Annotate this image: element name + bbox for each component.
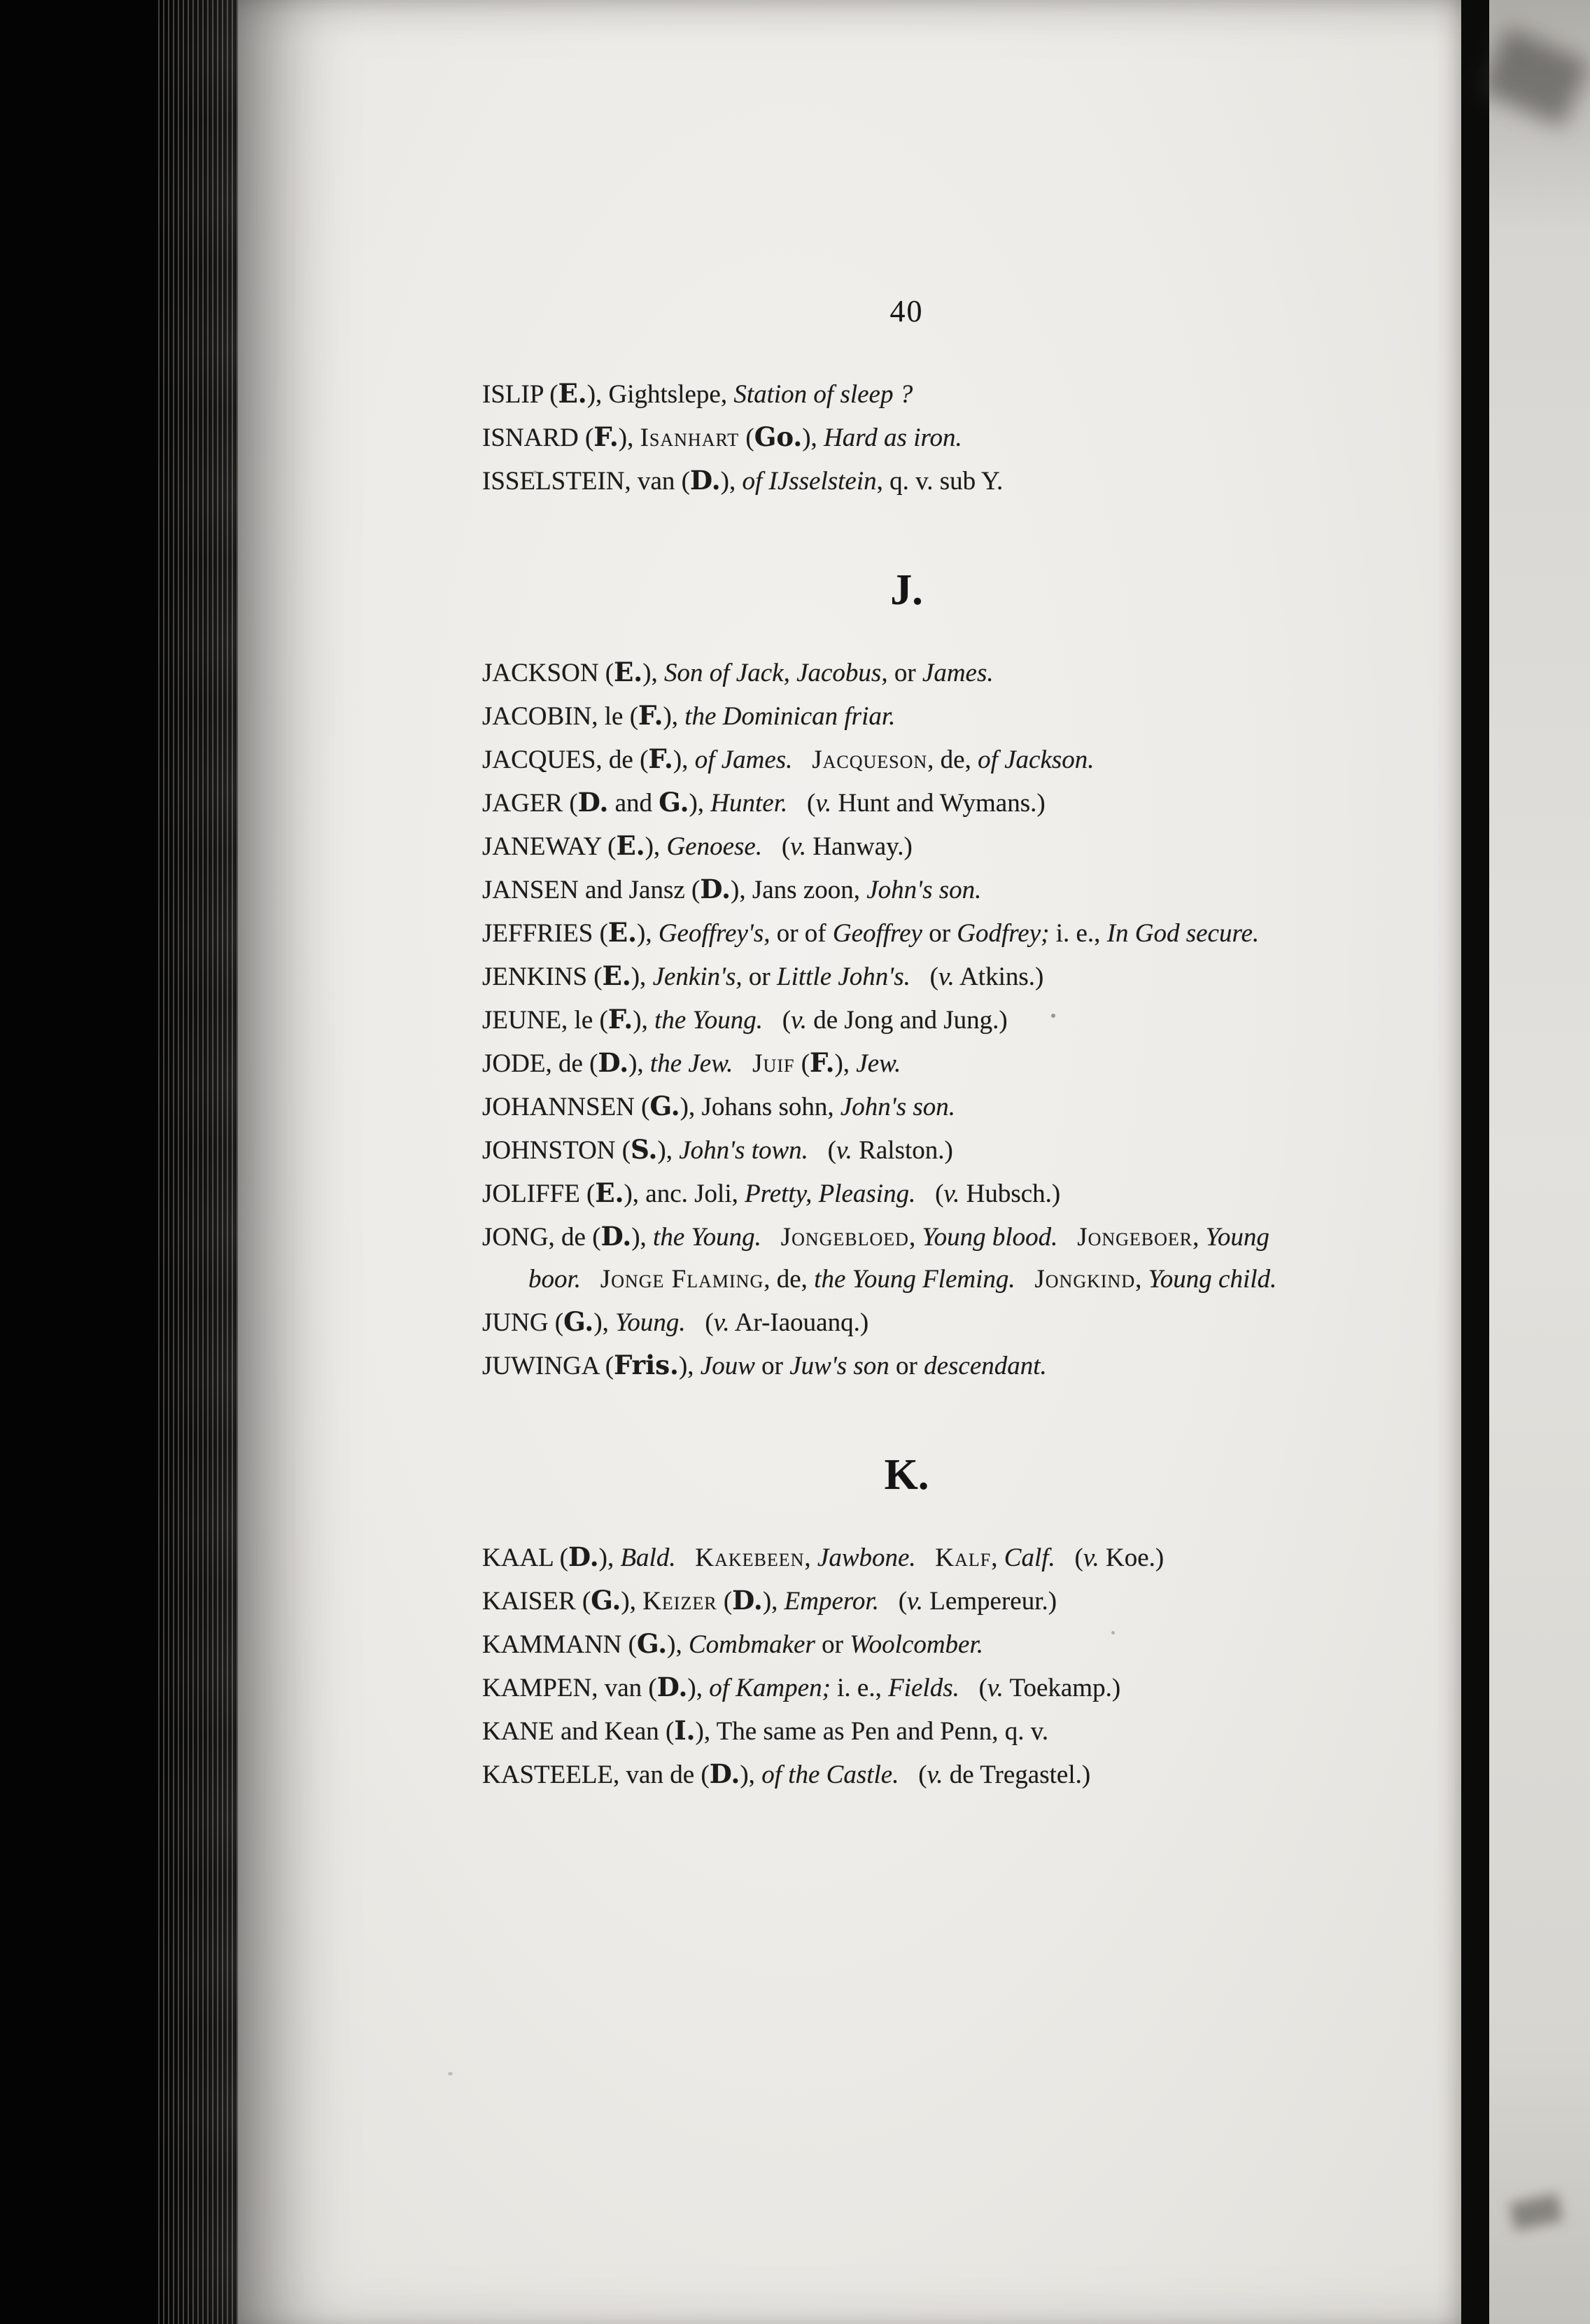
entry-segment: Fields. (888, 1674, 959, 1702)
entry-segment: KAMPEN, van ( (482, 1674, 657, 1702)
entry-segment: Ar-Iaouanq.) (729, 1308, 869, 1337)
dust-speck (1051, 1014, 1055, 1018)
entry-segment: JUWINGA ( (482, 1352, 614, 1380)
adjacent-page-edge (1489, 0, 1590, 2324)
entry-segment: Toekamp.) (1003, 1674, 1121, 1702)
entry-segment: Hard as iron. (824, 424, 962, 452)
entry-segment: Calf. (1004, 1544, 1055, 1572)
surname-entry (482, 955, 1331, 998)
entry-segment: v. (907, 1587, 923, 1616)
entry-segment: ( (787, 789, 816, 818)
entry-segment: Jongeboer (1077, 1223, 1193, 1252)
entry-segment: ( (1055, 1544, 1083, 1572)
entry-segment (1015, 1265, 1035, 1294)
entry-segment: Jongkind (1034, 1265, 1136, 1294)
entry-segment: F. (810, 1047, 835, 1078)
entry-segment: the Dominican friar. (684, 702, 896, 731)
entry-segment: ), (663, 702, 685, 731)
entry-segment: Son of Jack, Jacobus, (664, 659, 888, 687)
entry-segment: ( (762, 1006, 792, 1035)
entry-segment: Young child. (1148, 1265, 1277, 1294)
entry-segment: F. (638, 700, 663, 731)
entry-segment: Hunt and Wymans.) (831, 789, 1046, 818)
page-content (482, 294, 1331, 1796)
entry-segment: G. (563, 1306, 594, 1337)
surname-entry (482, 738, 1331, 781)
surname-entry (482, 911, 1331, 955)
entry-segment: ), (642, 659, 665, 687)
entry-segment: Ralston.) (852, 1136, 953, 1165)
entry-segment (761, 1223, 781, 1252)
entry-segment: Emperor. (784, 1587, 879, 1616)
entry-segment: , (991, 1544, 1004, 1572)
entry-segment: ( (808, 1136, 836, 1165)
entry-segment: i. e., (1049, 919, 1107, 948)
entry-segment: the Young. (653, 1223, 761, 1252)
entry-segment: the Young. (654, 1006, 763, 1035)
entry-segment: In God secure. (1106, 919, 1260, 948)
entry-segment: ), (667, 1630, 689, 1659)
entry-segment: of Kampen; (709, 1674, 831, 1702)
entry-segment: JACKSON ( (482, 659, 614, 687)
entry-segment: ), (740, 1760, 762, 1789)
entry-segment: the Jew. (649, 1049, 733, 1078)
entry-segment: de Tregastel.) (943, 1760, 1091, 1789)
entry-segment: v. (938, 962, 955, 991)
entry-segment: D. (600, 1221, 632, 1252)
entry-segment: JANEWAY ( (482, 832, 617, 861)
entry-segment: v. (943, 1180, 960, 1208)
entry-segment: ), (645, 832, 667, 861)
entry-segment: de Jong and Jung.) (807, 1006, 1008, 1035)
entry-segment: , (908, 1223, 922, 1252)
entry-segment: the Young Fleming. (814, 1265, 1015, 1294)
entry-segment: Jongebloed (780, 1223, 909, 1252)
entry-segment: ), (689, 789, 711, 818)
entry-segment: Koe.) (1099, 1544, 1165, 1572)
entry-segment: Fris. (614, 1350, 679, 1380)
page-gutter-shadow (1461, 0, 1489, 2324)
book-page (238, 0, 1461, 2324)
entry-segment: D. (568, 1541, 599, 1572)
entry-segment: D. (656, 1672, 688, 1702)
surname-entry (482, 1579, 1331, 1623)
entry-segment: John's town. (679, 1136, 808, 1165)
entry-segment: JOHANNSEN ( (482, 1093, 650, 1121)
entry-segment: or (742, 962, 777, 991)
entry-segment: or (887, 659, 922, 687)
entry-segment: Hanway.) (806, 832, 913, 861)
surname-entry (482, 825, 1331, 868)
entry-segment: or of (770, 919, 833, 948)
entry-segment: Lempereur.) (922, 1587, 1057, 1616)
entry-segment: ( (915, 1180, 944, 1208)
entry-segment: Kakebeen (695, 1544, 805, 1572)
entry-segment: S. (631, 1134, 658, 1165)
surname-entry (482, 1536, 1331, 1579)
entry-segment: ), The same as Pen and Penn, q. v. (695, 1717, 1049, 1746)
entry-segment: F. (607, 1004, 633, 1035)
entry-segment: ), anc. Joli, (624, 1180, 745, 1208)
entry-segment: F. (648, 743, 673, 774)
entry-segment: D. (709, 1758, 740, 1789)
entry-segment: JENKINS ( (482, 962, 603, 991)
entry-segment: Juif (752, 1049, 795, 1078)
entry-segment: ( (899, 1760, 927, 1789)
entry-segment: ), (673, 746, 695, 774)
entry-segment: G. (659, 787, 689, 818)
entry-segment: v. (927, 1760, 943, 1789)
surname-entry (482, 694, 1331, 738)
sections (482, 372, 1331, 1796)
entry-segment: v. (815, 789, 832, 818)
entry-segment: Jonge Flaming (600, 1265, 764, 1294)
entry-segment: ), (687, 1674, 710, 1702)
entry-segment: ), (628, 1049, 650, 1078)
entry-segment (676, 1544, 696, 1572)
entry-segment: , de, (764, 1265, 815, 1294)
entry-segment: v. (987, 1674, 1004, 1702)
entry-segment (733, 1049, 752, 1078)
entry-segment: or (889, 1352, 924, 1380)
entry-segment: F. (593, 421, 619, 452)
entry-segment: ), (621, 1587, 643, 1616)
surname-entry (482, 651, 1331, 694)
entry-segment: JAGER ( (482, 789, 578, 818)
entry-segment: Atkins.) (954, 962, 1044, 991)
dust-speck (1111, 1631, 1115, 1634)
surname-entry (482, 781, 1331, 825)
entry-segment: Jouw (700, 1352, 755, 1380)
entry-segment: D. (700, 874, 731, 904)
entry-segment: E. (602, 960, 631, 991)
entry-segment: v. (1083, 1544, 1099, 1572)
entry-segment: JONG, de ( (482, 1223, 601, 1252)
entry-segment: v. (836, 1136, 852, 1165)
surname-entry (482, 1172, 1331, 1215)
entry-segment: or (922, 919, 957, 948)
entry-segment: D. (690, 465, 721, 496)
entry-segment: , (1135, 1265, 1148, 1294)
entry-segment: ( (910, 962, 938, 991)
entry-segment: or (754, 1352, 790, 1380)
entry-segment: Young. (615, 1308, 686, 1337)
entry-segment (581, 1265, 600, 1294)
entry-segment: JODE, de ( (482, 1049, 598, 1078)
entry-segment: JANSEN and Jansz ( (482, 876, 701, 904)
entry-segment: or (815, 1630, 850, 1659)
entry-segment: KANE and Kean ( (482, 1717, 675, 1746)
entry-segment: ( (762, 832, 791, 861)
surname-entry (482, 372, 1331, 416)
entry-segment: ), Johans sohn, (680, 1093, 840, 1121)
entry-segment: G. (649, 1091, 680, 1121)
page-number: 40 (889, 294, 924, 328)
book-binding (0, 0, 238, 2324)
entry-segment: JEUNE, le ( (482, 1006, 608, 1035)
entry-segment: ( (878, 1587, 908, 1616)
dust-speck (448, 2072, 453, 2076)
entry-segment: v. (790, 832, 807, 861)
entry-segment: Juw's son (789, 1352, 889, 1380)
entry-segment: descendant. (924, 1352, 1047, 1380)
stacked-page-edges-texture (158, 0, 238, 2324)
entry-segment: ISSELSTEIN, van ( (482, 467, 690, 496)
entry-segment: Combmaker (688, 1630, 815, 1659)
surname-entry (482, 1623, 1331, 1666)
entry-segment: ( (739, 424, 754, 452)
entry-segment: of the Castle. (761, 1760, 899, 1789)
surname-entry (482, 1215, 1331, 1301)
entry-segment: ), (593, 1308, 616, 1337)
entry-segment: and (608, 789, 659, 818)
entry-segment: Jacqueson (812, 746, 928, 774)
entry-segment: ), (657, 1136, 680, 1165)
entry-segment (1057, 1223, 1077, 1252)
entry-segment: , (1192, 1223, 1206, 1252)
entry-segment: ( (959, 1674, 987, 1702)
surname-entry (482, 1344, 1331, 1387)
entry-segment: JACOBIN, le ( (482, 702, 639, 731)
entry-segment: v. (791, 1006, 807, 1035)
entry-segment: D. (577, 787, 609, 818)
entry-segment: Jew. (856, 1049, 901, 1078)
entry-segment: Geoffrey's, (658, 919, 771, 948)
surname-entry (482, 1128, 1331, 1172)
entry-segment: E. (558, 378, 587, 409)
entry-segment: ), (762, 1587, 785, 1616)
entry-segment: Young boor. (528, 1223, 1269, 1294)
entry-segment: KAMMANN ( (482, 1630, 637, 1659)
entry-segment: ), (720, 467, 743, 496)
entry-segment: D. (598, 1047, 629, 1078)
entry-segment: I. (674, 1715, 696, 1746)
entry-segment: ), (631, 962, 653, 991)
entry-segment: James. (922, 659, 994, 687)
entry-segment: of James. (694, 746, 793, 774)
entry-segment: ( (794, 1049, 810, 1078)
entry-segment (916, 1544, 936, 1572)
entry-segment: John's son. (866, 876, 982, 904)
entry-segment: of IJsselstein (742, 467, 877, 496)
entry-segment: Jenkin's, (652, 962, 743, 991)
entry-segment: Bald. (620, 1544, 676, 1572)
entry-segment: E. (614, 657, 643, 687)
entry-segment: Isanhart (640, 424, 740, 452)
entry-segment: Genoese. (666, 832, 763, 861)
entry-segment: Geoffrey (832, 919, 922, 948)
entry-segment: ( (685, 1308, 714, 1337)
entry-segment: JEFFRIES ( (482, 919, 608, 948)
entry-segment: ), Jans zoon, (731, 876, 867, 904)
entry-segment: ISLIP ( (482, 380, 558, 409)
entry-segment: ), (618, 424, 640, 452)
entry-segment: Kalf (935, 1544, 992, 1572)
entry-segment: KAISER ( (482, 1587, 591, 1616)
entry-segment: ), Gightslepe, (586, 380, 734, 409)
surname-entry (482, 868, 1331, 911)
entry-segment: Little John's. (777, 962, 910, 991)
entry-segment: G. (591, 1585, 621, 1616)
entry-segment: JUNG ( (482, 1308, 564, 1337)
surname-entry (482, 1666, 1331, 1709)
entry-segment: i. e., (830, 1674, 889, 1702)
entry-segment: E. (607, 917, 637, 948)
entry-segment: JOHNSTON ( (482, 1136, 631, 1165)
entry-segment: Go. (754, 421, 803, 452)
surname-entry (482, 1709, 1331, 1753)
entry-segment: Keizer (642, 1587, 717, 1616)
entry-segment: KASTEELE, van de ( (482, 1760, 710, 1789)
entry-segment: Station of sleep ? (733, 380, 913, 409)
entry-segment: Hunter. (710, 789, 788, 818)
surname-entry (482, 1042, 1331, 1085)
entry-segment: Godfrey; (957, 919, 1050, 948)
entry-segment: ), (598, 1544, 621, 1572)
entry-segment: KAAL ( (482, 1544, 568, 1572)
entry-segment: Hubsch.) (959, 1180, 1061, 1208)
entry-segment: JACQUES, de ( (482, 746, 649, 774)
dust-speck (533, 470, 537, 474)
entry-segment: ( (717, 1587, 733, 1616)
entry-segment (792, 746, 812, 774)
entry-segment: ), (631, 1223, 654, 1252)
entry-segment: of Jackson. (978, 746, 1095, 774)
entry-segment: ), (834, 1049, 857, 1078)
entry-segment: JOLIFFE ( (482, 1180, 596, 1208)
entry-segment: Pretty, Pleasing. (745, 1180, 916, 1208)
entry-segment: E. (616, 830, 645, 861)
entry-segment: ), (633, 1006, 655, 1035)
entry-segment: Young blood. (922, 1223, 1058, 1252)
surname-entry (482, 1753, 1331, 1796)
entry-segment: G. (636, 1628, 668, 1659)
surname-entry (482, 459, 1331, 503)
surname-entry (482, 416, 1331, 459)
entry-segment: ), (637, 919, 659, 948)
section-heading: J. (890, 566, 923, 614)
section-heading: K. (884, 1451, 929, 1499)
surname-entry (482, 1085, 1331, 1128)
surname-entry (482, 998, 1331, 1042)
entry-segment: , (804, 1544, 817, 1572)
entry-segment: E. (595, 1177, 624, 1208)
entry-segment: ), (802, 424, 824, 452)
entry-segment: , de, (927, 746, 978, 774)
entry-segment: ), (678, 1352, 701, 1380)
entry-segment: ISNARD ( (482, 424, 594, 452)
entry-segment: D. (732, 1585, 763, 1616)
entry-segment: John's son. (840, 1093, 955, 1121)
entry-segment: Woolcomber. (850, 1630, 984, 1659)
entry-segment: , q. v. sub Y. (876, 467, 1004, 496)
entry-segment: Jawbone. (817, 1544, 916, 1572)
entry-segment: v. (713, 1308, 730, 1337)
surname-entry (482, 1301, 1331, 1344)
